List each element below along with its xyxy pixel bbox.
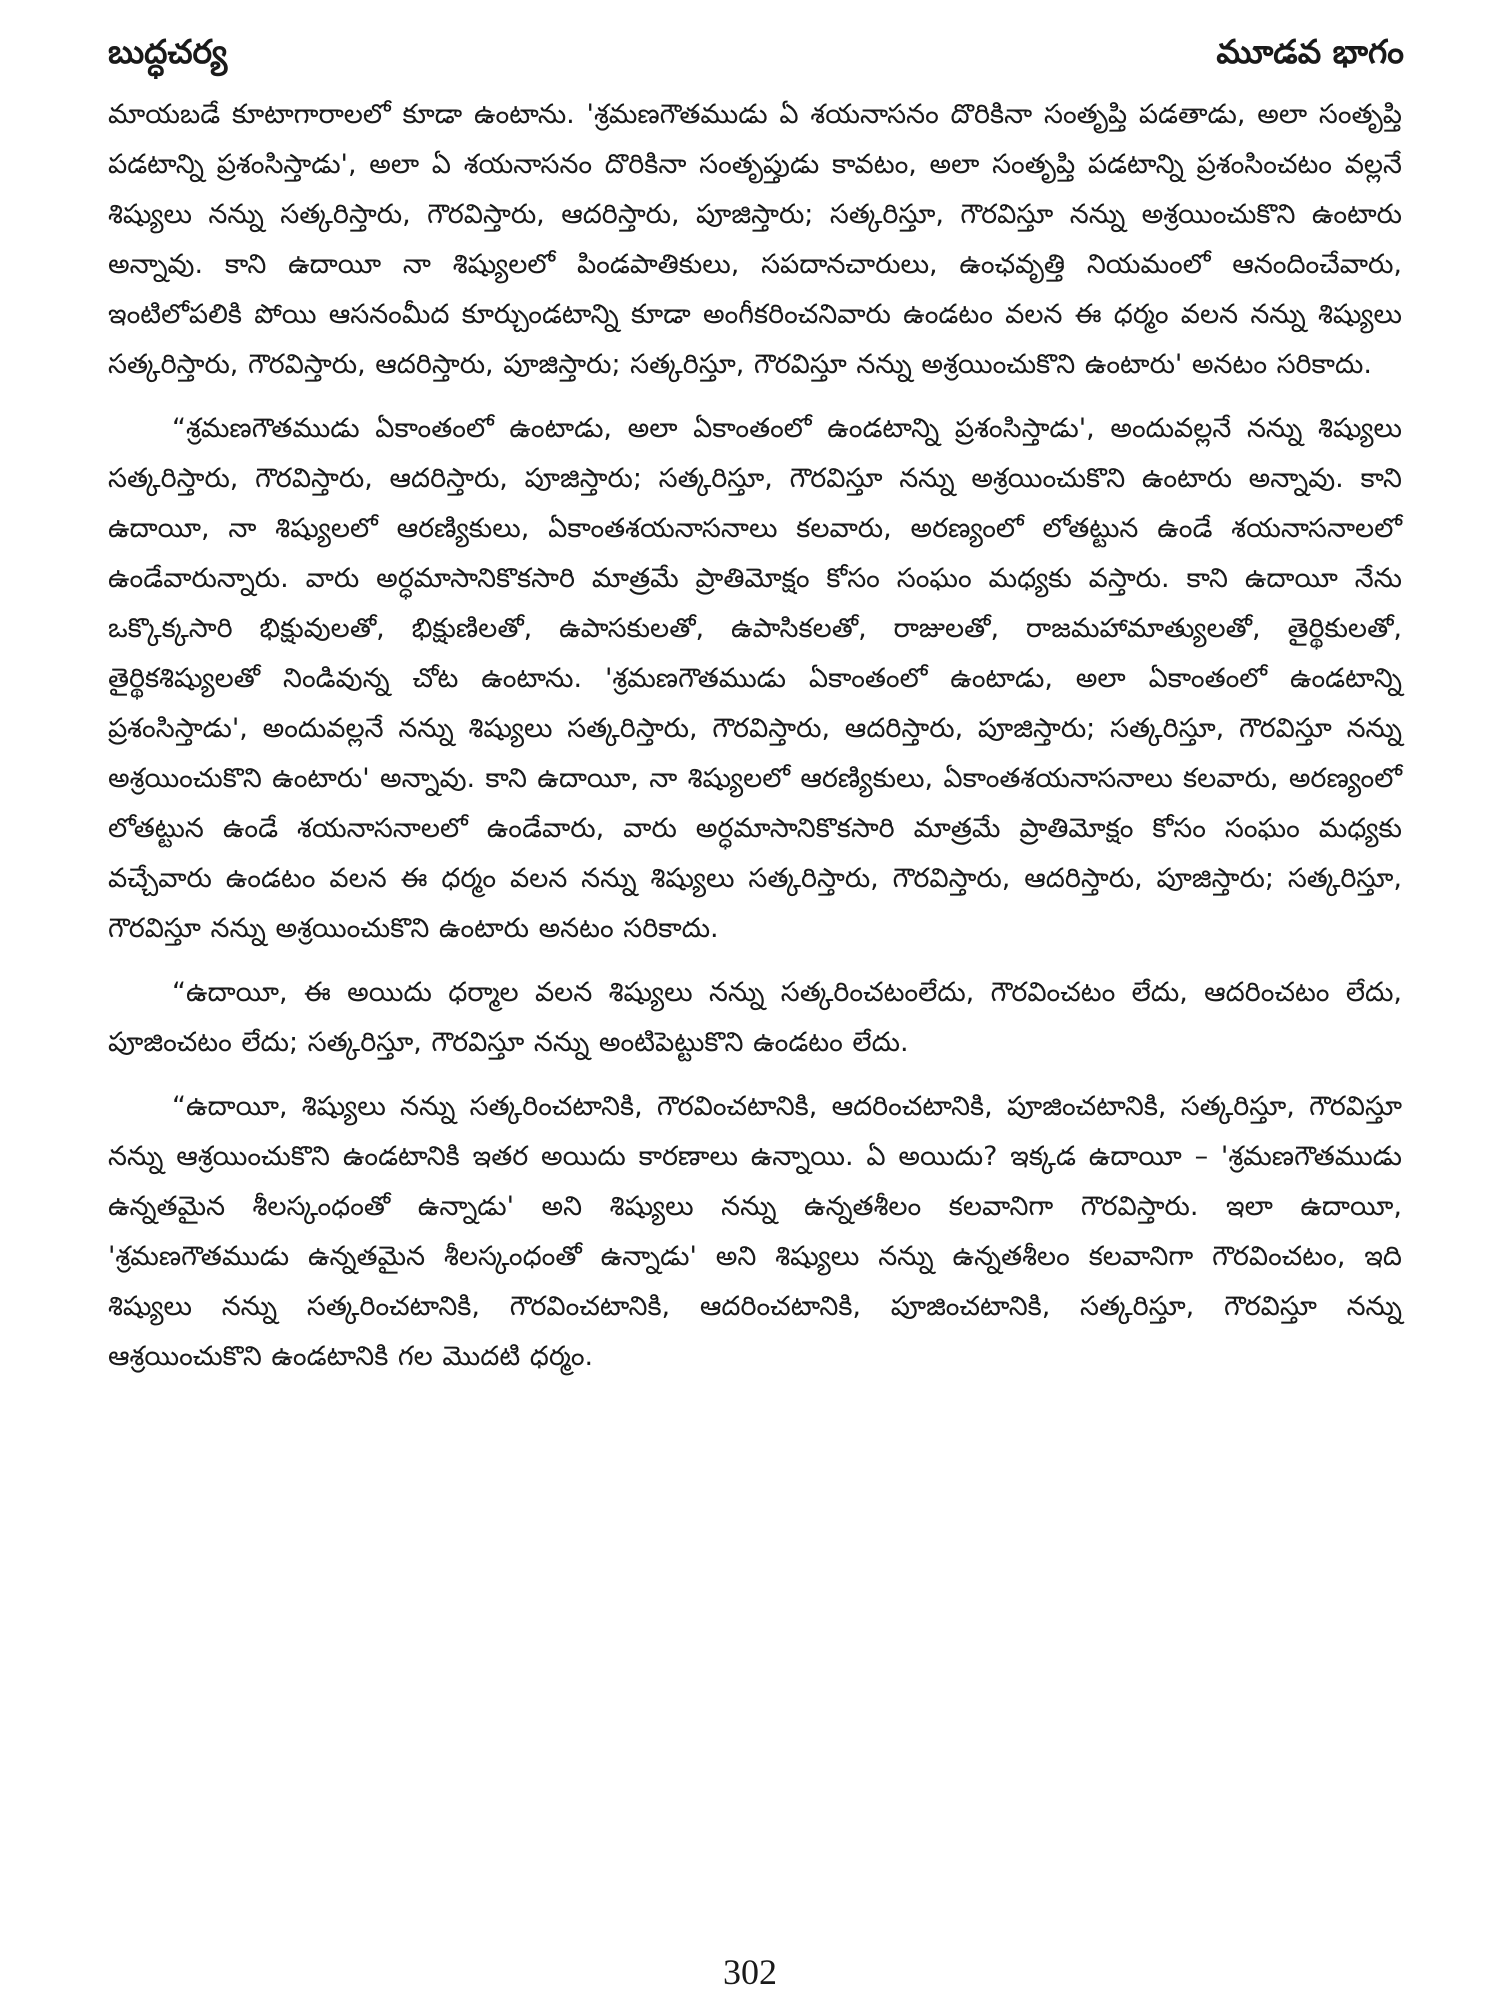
paragraph: “శ్రమణగౌతముడు ఏకాంతంలో ఉంటాడు, అలా ఏకాంతంలో ఉండటాన్ని ప్రశంసిస్తాడు', అందువల్లనే నన్ను శిష్యులు సత్కరిస్తారు, గౌరవిస్తారు, ఆదరిస్తారు, పూజిస్తారు; సత్కరిస్తూ, గౌరవిస్తూ నన్ను అశ్రయించుకొని ఉంటారు అన్నావు. కాని ఉదాయీ, నా శిష్యులలో ఆరణ్యికులు, ఏకాంతశయనాసనాలు కలవారు, అరణ్యంలో లోతట్టున ఉండే శయనాసనాలలో ఉండేవారున్నారు. వారు అర్ధమాసానికొకసారి మాత్రమే ప్రాతిమోక్షం కోసం సంఘం మధ్యకు వస్తారు. కాని ఉదాయీ నేను ఒక్కొక్కసారి భిక్షువులతో, భిక్షుణిలతో, ఉపాసకులతో, ఉపాసికలతో, రాజులతో, రాజమహామాత్యులతో, తైర్థికులతో, తైర్థికశిష్యులతో నిండివున్న చోట ఉంటాను. 'శ్రమణగౌతముడు ఏకాంతంలో ఉంటాడు, అలా ఏకాంతంలో ఉండటాన్ని ప్రశంసిస్తాడు', అందువల్లనే నన్ను శిష్యులు సత్కరిస్తారు, గౌరవిస్తారు, ఆదరిస్తారు, పూజిస్తారు; సత్కరిస్తూ, గౌరవిస్తూ నన్ను అశ్రయించుకొని ఉంటారు' అన్నావు. కాని ఉదాయీ, నా శిష్యులలో ఆరణ్యికులు, ఏకాంతశయనాసనాలు కలవారు, అరణ్యంలో లోతట్టున ఉండే శయనాసనాలలో ఉండేవారు, వారు అర్ధమాసానికొకసారి మాత్రమే ప్రాతిమోక్షం కోసం సంఘం మధ్యకు వచ్చేవారు ఉండటం వలన ఈ ధర్మం వలన నన్ను శిష్యులు సత్కరిస్తారు, గౌరవిస్తారు, ఆదరిస్తారు, పూజిస్తారు; సత్కరిస్తూ, గౌరవిస్తూ నన్ను అశ్రయించుకొని ఉంటారు అనటం సరికాదు. bbox=[108, 413, 1402, 944]
page-number: 302 bbox=[723, 1952, 777, 1992]
book-title: బుద్ధచర్య bbox=[108, 32, 228, 71]
paragraph: “ఉదాయీ, ఈ అయిదు ధర్మాల వలన శిష్యులు నన్ను సత్కరించటంలేదు, గౌరవించటం లేదు, ఆదరించటం లేదు, పూజించటం లేదు; సత్కరిస్తూ, గౌరవిస్తూ నన్ను అంటిపెట్టుకొని ఉండటం లేదు. bbox=[108, 977, 1402, 1058]
part-title: మూడవ భాగం bbox=[1216, 32, 1404, 71]
paragraph-continuation: మాయబడే కూటాగారాలలో కూడా ఉంటాను. 'శ్రమణగౌతముడు ఏ శయనాసనం దొరికినా సంతృప్తి పడతాడు, అలా సంతృప్తి పడటాన్ని ప్రశంసిస్తాడు', అలా ఏ శయనాసనం దొరికినా సంతృప్తుడు కావటం, అలా సంతృప్తి పడటాన్ని ప్రశంసించటం వల్లనే శిష్యులు నన్ను సత్కరిస్తారు, గౌరవిస్తారు, ఆదరిస్తారు, పూజిస్తారు; సత్కరిస్తూ, గౌరవిస్తూ నన్ను అశ్రయించుకొని ఉంటారు అన్నావు. కాని ఉదాయీ నా శిష్యులలో పిండపాతికులు, సపదానచారులు, ఉంఛవృత్తి నియమంలో ఆనందించేవారు, ఇంటిలోపలికి పోయి ఆసనంమీద కూర్చుండటాన్ని కూడా అంగీకరించనివారు ఉండటం వలన ఈ ధర్మం వలన నన్ను శిష్యులు సత్కరిస్తారు, గౌరవిస్తారు, ఆదరిస్తారు, పూజిస్తారు; సత్కరిస్తూ, గౌరవిస్తూ నన్ను అశ్రయించుకొని ఉంటారు' అనటం సరికాదు. bbox=[108, 99, 1402, 380]
running-header bbox=[108, 30, 1404, 74]
paragraph: “ఉదాయీ, శిష్యులు నన్ను సత్కరించటానికి, గౌరవించటానికి, ఆదరించటానికి, పూజించటానికి, సత్కరిస్తూ, గౌరవిస్తూ నన్ను ఆశ్రయించుకొని ఉండటానికి ఇతర అయిదు కారణాలు ఉన్నాయి. ఏ అయిదు? ఇక్కడ ఉదాయీ – 'శ్రమణగౌతముడు ఉన్నతమైన శీలస్కంధంతో ఉన్నాడు' అని శిష్యులు నన్ను ఉన్నతశీలం కలవానిగా గౌరవిస్తారు. ఇలా ఉదాయీ, 'శ్రమణగౌతముడు ఉన్నతమైన శీలస్కంధంతో ఉన్నాడు' అని శిష్యులు నన్ను ఉన్నతశీలం కలవానిగా గౌరవించటం, ఇది శిష్యులు నన్ను సత్కరించటానికి, గౌరవించటానికి, ఆదరించటానికి, పూజించటానికి, సత్కరిస్తూ, గౌరవిస్తూ నన్ను ఆశ్రయించుకొని ఉండటానికి గల మొదటి ధర్మం. bbox=[108, 1091, 1402, 1372]
body-text bbox=[108, 90, 1402, 1382]
